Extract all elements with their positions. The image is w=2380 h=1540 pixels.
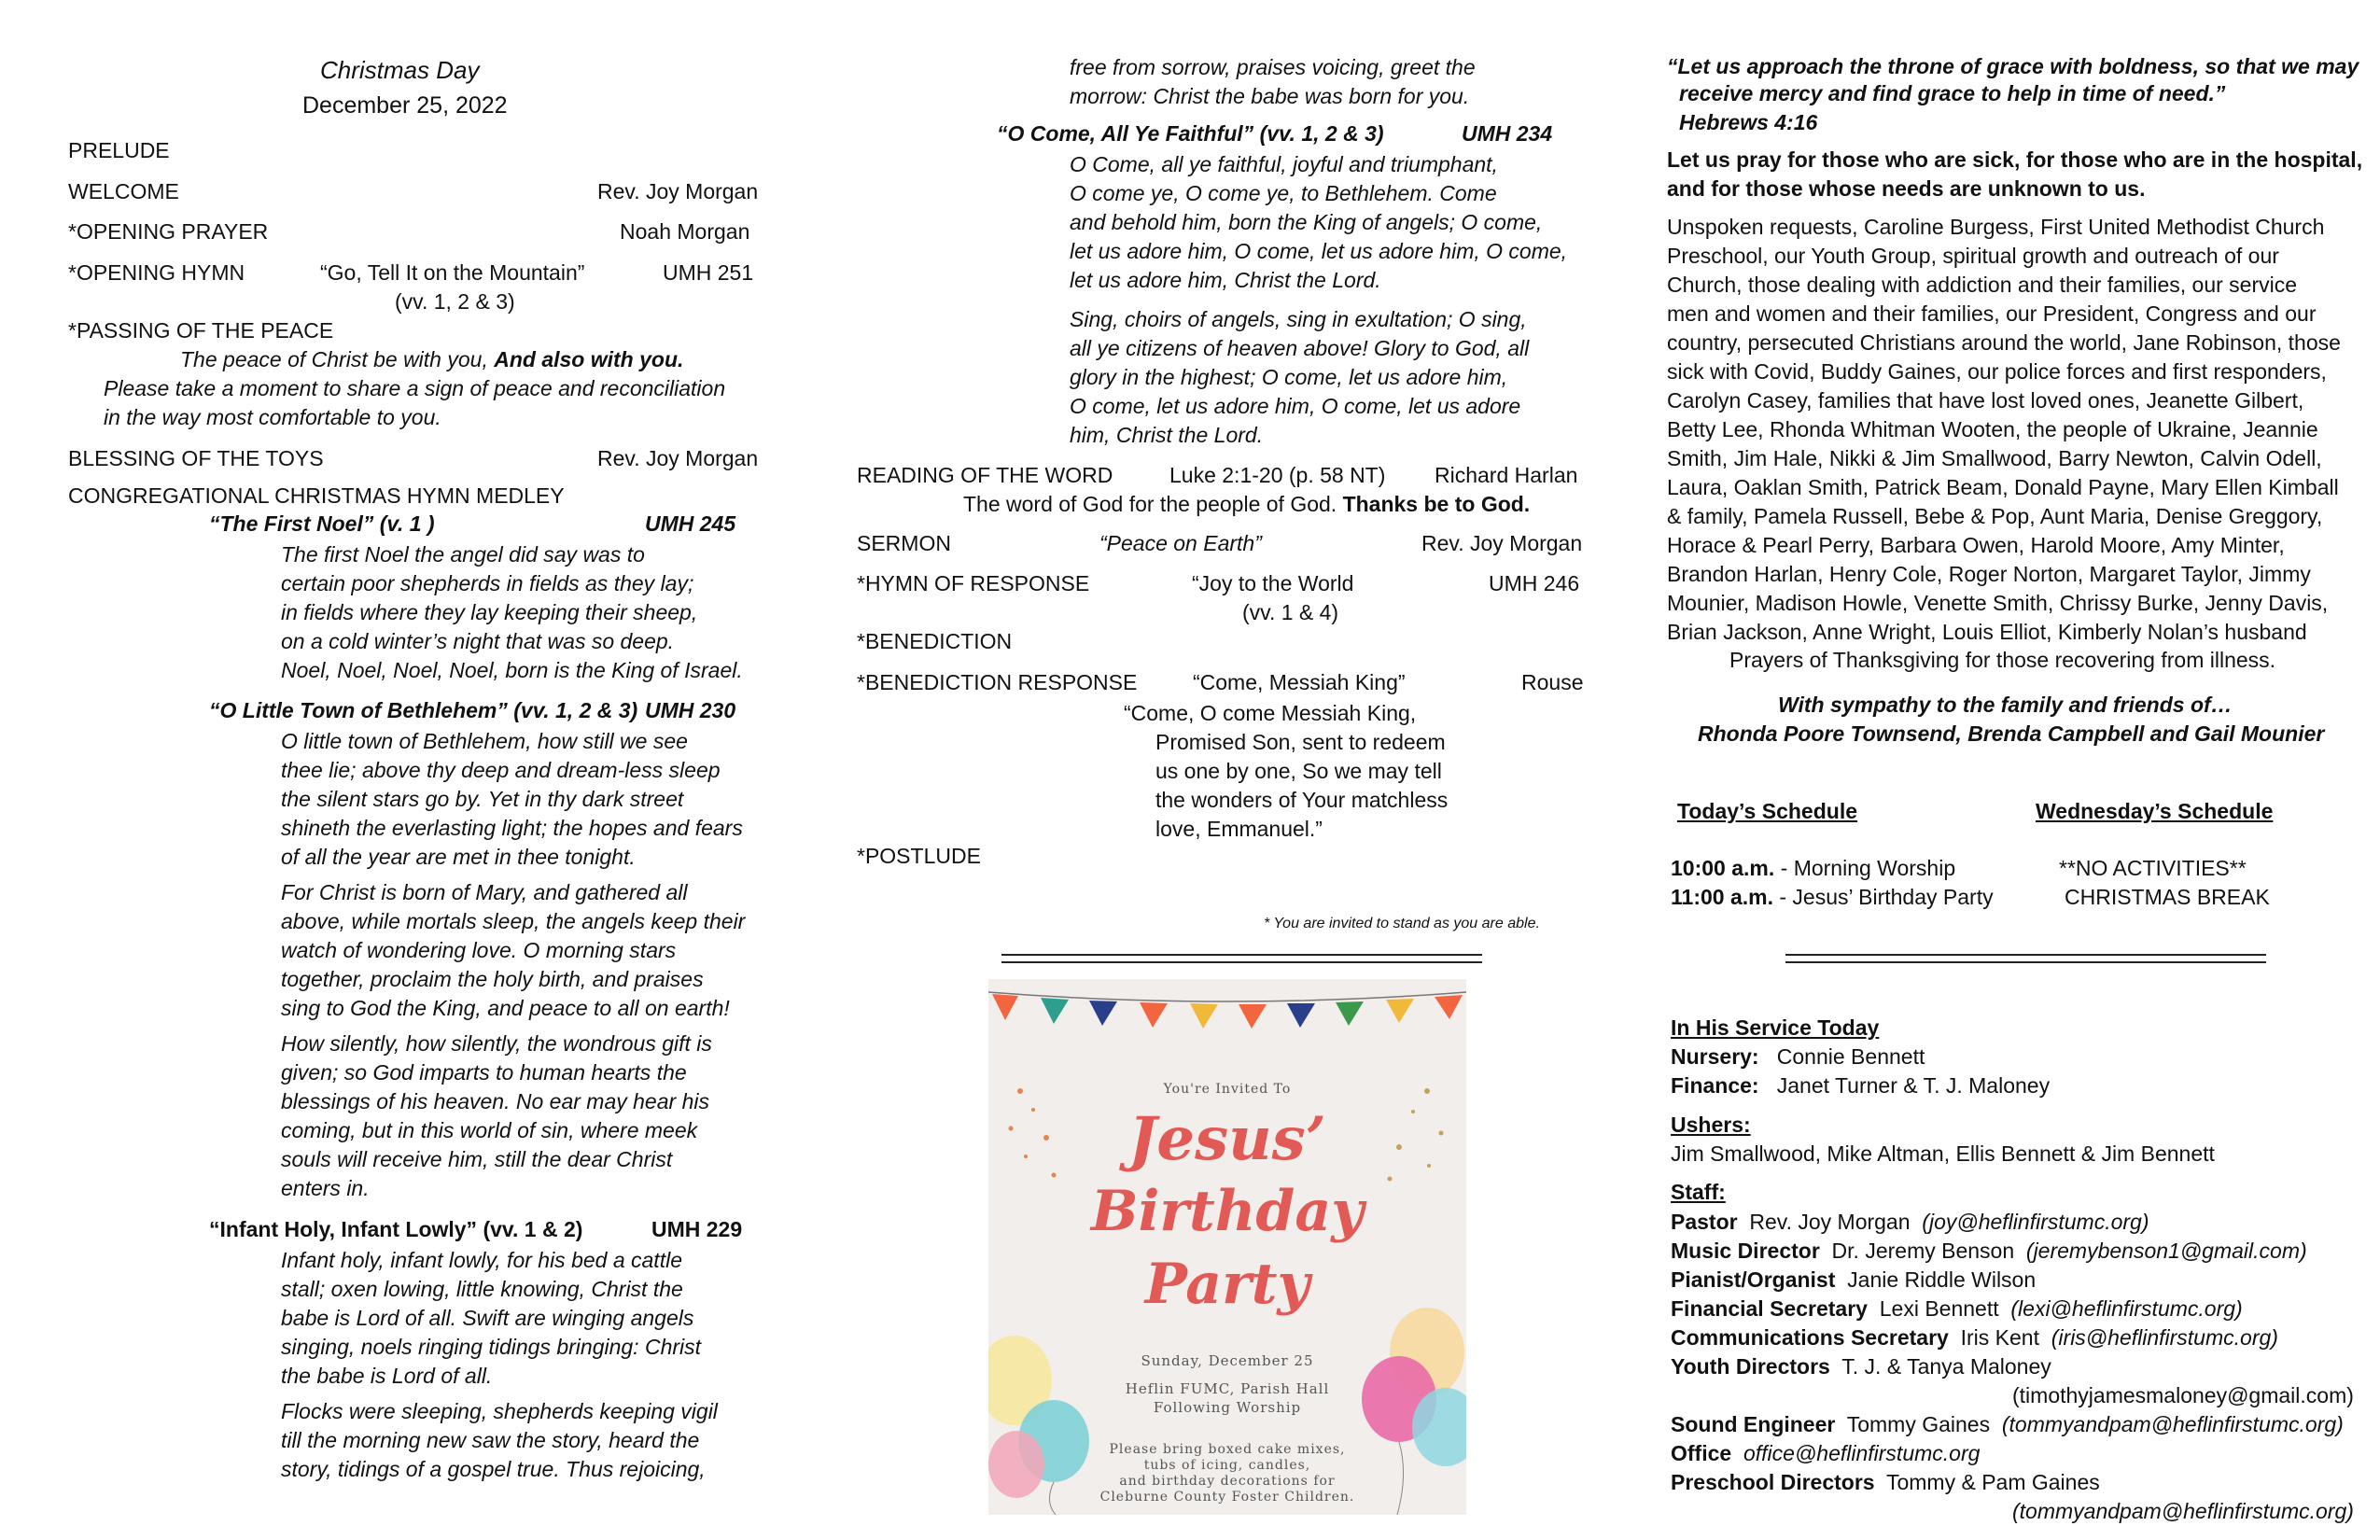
- sympathy-line-2: Rhonda Poore Townsend, Brenda Campbell and Gail Mounier: [1698, 721, 2325, 746]
- hymn-first-noel-verse: The first Noel the angel did say was to certain poor shepherds in fields as they lay; in fields where they lay keeping their sheep, on a cold winter’s night that was so deep. Noel, Noel, Noel, Noel, born is the King of Israel.: [281, 542, 743, 682]
- prayer-heading-1: Let us pray for those who are sick, for those who are in the hospital,: [1667, 147, 2363, 172]
- reading-response: The word of God for the people of God. Thanks be to God.: [963, 492, 1531, 516]
- hymn-o-come-number: UMH 234: [1462, 121, 1553, 146]
- bunting-flag: [1239, 1004, 1267, 1029]
- hymn-o-come-stanza-1: O Come, all ye faithful, joyful and triumphant, O come ye, O come ye, to Bethlehem. Come and behold him, born the King of angels; O come, let us adore him, O come, let us adore him, O come, let us adore him, Christ the Lord.: [1070, 152, 1568, 292]
- hymn-infant-holy-stanza-2: Flocks were sleeping, shepherds keeping vigil till the morning new saw the story, heard the story, tidings of a gospel true. Thus rejoicing,: [281, 1399, 718, 1481]
- bunting-flag: [1287, 1003, 1315, 1028]
- wednesday-schedule-heading: Wednesday’s Schedule: [2036, 799, 2274, 823]
- hymn-infant-holy-stanza-1: Infant holy, infant lowly, for his bed a cattle stall; oxen lowing, little knowing, Christ the babe is Lord of all. Swift are winging angels singing, noels ringing tidings bringing: Christ the babe is Lord of all.: [281, 1248, 702, 1388]
- hymn-first-noel-title: “The First Noel” (v. 1 ): [209, 511, 435, 536]
- blessing-toys-leader: Rev. Joy Morgan: [597, 446, 759, 470]
- benediction-response-title: “Come, Messiah King”: [1193, 670, 1406, 694]
- schedule-item: 11:00 a.m. - Jesus’ Birthday Party: [1671, 885, 1994, 909]
- bunting-flag: [1386, 999, 1414, 1023]
- today-schedule-heading: Today’s Schedule: [1677, 799, 1857, 823]
- sermon-leader: Rev. Joy Morgan: [1421, 531, 1583, 555]
- flyer-place-1: Heflin FUMC, Parish Hall: [1125, 1380, 1330, 1397]
- peace-instruction-1: Please take a moment to share a sign of peace and reconciliation: [104, 376, 726, 400]
- ushers-label: Ushers:: [1671, 1113, 1751, 1137]
- bunting-flag: [1336, 1001, 1364, 1026]
- peace-response: The peace of Christ be with you, And also with you.: [180, 347, 684, 371]
- bunting-flag: [992, 994, 1018, 1020]
- quote-citation: Hebrews 4:16: [1679, 110, 1818, 134]
- sympathy-line-1: With sympathy to the family and friends of…: [1778, 693, 2233, 717]
- preschool-email: (tommyandpam@heflinfirstumc.org): [2012, 1499, 2354, 1523]
- staff-row: Communications Secretary Iris Kent (iris@heflinfirstumc.org): [1671, 1325, 2278, 1350]
- welcome-label: WELCOME: [68, 179, 179, 203]
- quote-line-2: receive mercy and find grace to help in time of need.”: [1679, 81, 2226, 105]
- hymn-bethlehem-stanza-3: How silently, how silently, the wondrous gift is given; so God imparts to human hearts the blessings of his heaven. No ear may hear his coming, but in this world of sin, where meek souls will receive him, still the dear Christ enters in.: [281, 1031, 712, 1200]
- wednesday-item: **NO ACTIVITIES**: [2059, 856, 2247, 880]
- staff-row: Pianist/Organist Janie Riddle Wilson: [1671, 1267, 2037, 1292]
- quote-line-1: “Let us approach the throne of grace with boldness, so that we may: [1667, 54, 2359, 78]
- flyer-title-line-3: Party: [1144, 1252, 1310, 1317]
- hymn-response-number: UMH 246: [1489, 571, 1580, 595]
- staff-list: [1671, 1208, 2354, 1526]
- bunting-flag: [1041, 998, 1069, 1024]
- benediction-response-label: *BENEDICTION RESPONSE: [857, 670, 1138, 694]
- thanksgiving-line: Prayers of Thanksgiving for those recovering from illness.: [1729, 648, 2276, 672]
- prayer-list: Unspoken requests, Caroline Burgess, First United Methodist Church Preschool, our Youth Group, spiritual growth and outreach of our Church, those dealing with addiction and their families, our service men and women and their families, our President, Congress and our country, persecuted Christians around the world, Jane Robinson, those sick with Covid, Buddy Gaines, our police forces and first responders, Carolyn Casey, families that have lost loved ones, Jeanette Gilbert, Betty Lee, Rhonda Whitman Wooten, the people of Ukraine, Jeannie Smith, Jim Hale, Nikki & Jim Smallwood, Barry Newton, Calvin Odell, Laura, Oaklan Smith, Patrick Beam, Donald Payne, Mary Ellen Kimball & family, Pamela Russell, Bebe & Pop, Aunt Maria, Denise Greggory, Horace & Pearl Perry, Barbara Owen, Harold Moore, Amy Minter, Brandon Harlan, Henry Cole, Roger Norton, Margaret Taylor, Jimmy Mounier, Madison Howle, Venette Smith, Chrissy Burke, Jenny Davis, Brian Jackson, Anne Wright, Louis Elliot, Kimberly Nolan’s husband: [1667, 215, 2341, 644]
- opening-prayer-leader: Noah Morgan: [620, 219, 750, 244]
- opening-hymn-title: “Go, Tell It on the Mountain”: [320, 260, 585, 285]
- opening-hymn-number: UMH 251: [663, 260, 754, 285]
- birthday-party-flyer: [988, 979, 1466, 1515]
- infant-holy-continued: free from sorrow, praises voicing, greet the morrow: Christ the babe was born for you.: [1070, 55, 1476, 108]
- youth-email: (timothyjamesmaloney@gmail.com): [2012, 1383, 2354, 1407]
- hymn-infant-holy-number: UMH 229: [651, 1217, 743, 1241]
- hymn-bethlehem-title: “O Little Town of Bethlehem” (vv. 1, 2 & 3): [209, 698, 638, 722]
- flyer-decorations: [988, 979, 1466, 1515]
- flyer-invited: You're Invited To: [1163, 1082, 1292, 1097]
- opening-hymn-label: *OPENING HYMN: [68, 260, 245, 285]
- flyer-date: Sunday, December 25: [1141, 1352, 1314, 1369]
- opening-hymn-verses: (vv. 1, 2 & 3): [395, 289, 515, 314]
- reading-reader: Richard Harlan: [1435, 463, 1578, 487]
- prelude-label: PRELUDE: [68, 138, 170, 162]
- hymn-response-label: *HYMN OF RESPONSE: [857, 571, 1090, 595]
- postlude-label: *POSTLUDE: [857, 844, 981, 868]
- bunting-flag: [1140, 1002, 1168, 1028]
- blessing-toys-label: BLESSING OF THE TOYS: [68, 446, 324, 470]
- hymn-bethlehem-number: UMH 230: [645, 698, 736, 722]
- staff-row: Music Director Dr. Jeremy Benson (jeremybenson1@gmail.com): [1671, 1239, 2307, 1263]
- bunting-flag: [1089, 1001, 1117, 1026]
- sermon-label: SERMON: [857, 531, 951, 555]
- hymn-response-title: “Joy to the World: [1192, 571, 1354, 595]
- hymn-response-verses: (vv. 1 & 4): [1242, 600, 1339, 624]
- benediction-response-composer: Rouse: [1521, 670, 1584, 694]
- staff-row: Pastor Rev. Joy Morgan (joy@heflinfirstumc.org): [1671, 1210, 2149, 1234]
- service-heading: In His Service Today: [1671, 1015, 1880, 1040]
- flyer-request: Please bring boxed cake mixes, tubs of icing, candles, and birthday decorations for Cleburne County Foster Children.: [1099, 1442, 1355, 1505]
- finance-row: Finance: Janet Turner & T. J. Maloney: [1671, 1073, 2051, 1098]
- hymn-infant-holy-title: “Infant Holy, Infant Lowly” (vv. 1 & 2): [209, 1217, 583, 1241]
- sermon-title: “Peace on Earth”: [1099, 531, 1262, 555]
- benediction-response-lyrics: “Come, O come Messiah King, Promised Son, sent to redeem us one by one, So we may tell the wonders of Your matchless love, Emmanuel.”: [1124, 701, 1449, 841]
- hymn-o-come-title: “O Come, All Ye Faithful” (vv. 1, 2 & 3): [997, 121, 1384, 146]
- hymn-bethlehem-stanza-2: For Christ is born of Mary, and gathered all above, while mortals sleep, the angels keep their watch of wondering love. O morning stars together, proclaim the holy birth, and praises sing to God the King, and peace to all on earth!: [281, 880, 746, 1020]
- staff-row: Sound Engineer Tommy Gaines (tommyandpam@heflinfirstumc.org): [1671, 1412, 2344, 1436]
- flyer-place-2: Following Worship: [1153, 1399, 1302, 1416]
- flyer-title-line-1: Jesus’: [1128, 1104, 1326, 1174]
- bunting-flag: [1190, 1003, 1218, 1029]
- reading-scripture: Luke 2:1-20 (p. 58 NT): [1169, 463, 1386, 487]
- benediction-label: *BENEDICTION: [857, 629, 1013, 653]
- staff-row: Youth Directors T. J. & Tanya Maloney: [1671, 1354, 2051, 1379]
- staff-row: Office office@heflinfirstumc.org: [1671, 1441, 1981, 1465]
- reading-label: READING OF THE WORD: [857, 463, 1113, 487]
- welcome-leader: Rev. Joy Morgan: [597, 179, 759, 203]
- bunting-flag: [1435, 995, 1463, 1019]
- staff-label: Staff:: [1671, 1180, 1726, 1204]
- section-divider: [1001, 954, 1482, 963]
- wednesday-item: CHRISTMAS BREAK: [2065, 885, 2270, 909]
- staff-row: Preschool Directors Tommy & Pam Gaines: [1671, 1470, 2100, 1494]
- medley-label: CONGREGATIONAL CHRISTMAS HYMN MEDLEY: [68, 483, 565, 508]
- bulletin-date: December 25, 2022: [302, 92, 508, 119]
- peace-instruction-2: in the way most comfortable to you.: [104, 405, 441, 429]
- stand-note: * You are invited to stand as you are able.: [1264, 916, 1540, 931]
- staff-row: Financial Secretary Lexi Bennett (lexi@heflinfirstumc.org): [1671, 1296, 2243, 1321]
- hymn-o-come-stanza-2: Sing, choirs of angels, sing in exultation; O sing, all ye citizens of heaven above! Glory to God, all glory in the highest; O come, let us adore him, O come, let us adore him, O come, let us adore him, Christ the Lord.: [1070, 307, 1530, 447]
- hymn-bethlehem-stanza-1: O little town of Bethlehem, how still we see thee lie; above thy deep and dream-less sleep the silent stars go by. Yet in thy dark street shineth the everlasting light; the hopes and fears of all the year are met in thee tonight.: [281, 729, 743, 869]
- ushers-names: Jim Smallwood, Mike Altman, Ellis Bennett & Jim Bennett: [1671, 1141, 2215, 1166]
- opening-prayer-label: *OPENING PRAYER: [68, 219, 269, 244]
- prayer-heading-2: and for those whose needs are unknown to us.: [1667, 176, 2146, 201]
- hymn-first-noel-number: UMH 245: [645, 511, 736, 536]
- flyer-title-line-2: Birthday: [1090, 1179, 1365, 1244]
- nursery-row: Nursery: Connie Bennett: [1671, 1044, 1925, 1069]
- section-divider: [1785, 954, 2266, 963]
- bulletin-title: Christmas Day: [320, 56, 480, 84]
- schedule-item: 10:00 a.m. - Morning Worship: [1671, 856, 1956, 880]
- passing-peace-label: *PASSING OF THE PEACE: [68, 318, 334, 343]
